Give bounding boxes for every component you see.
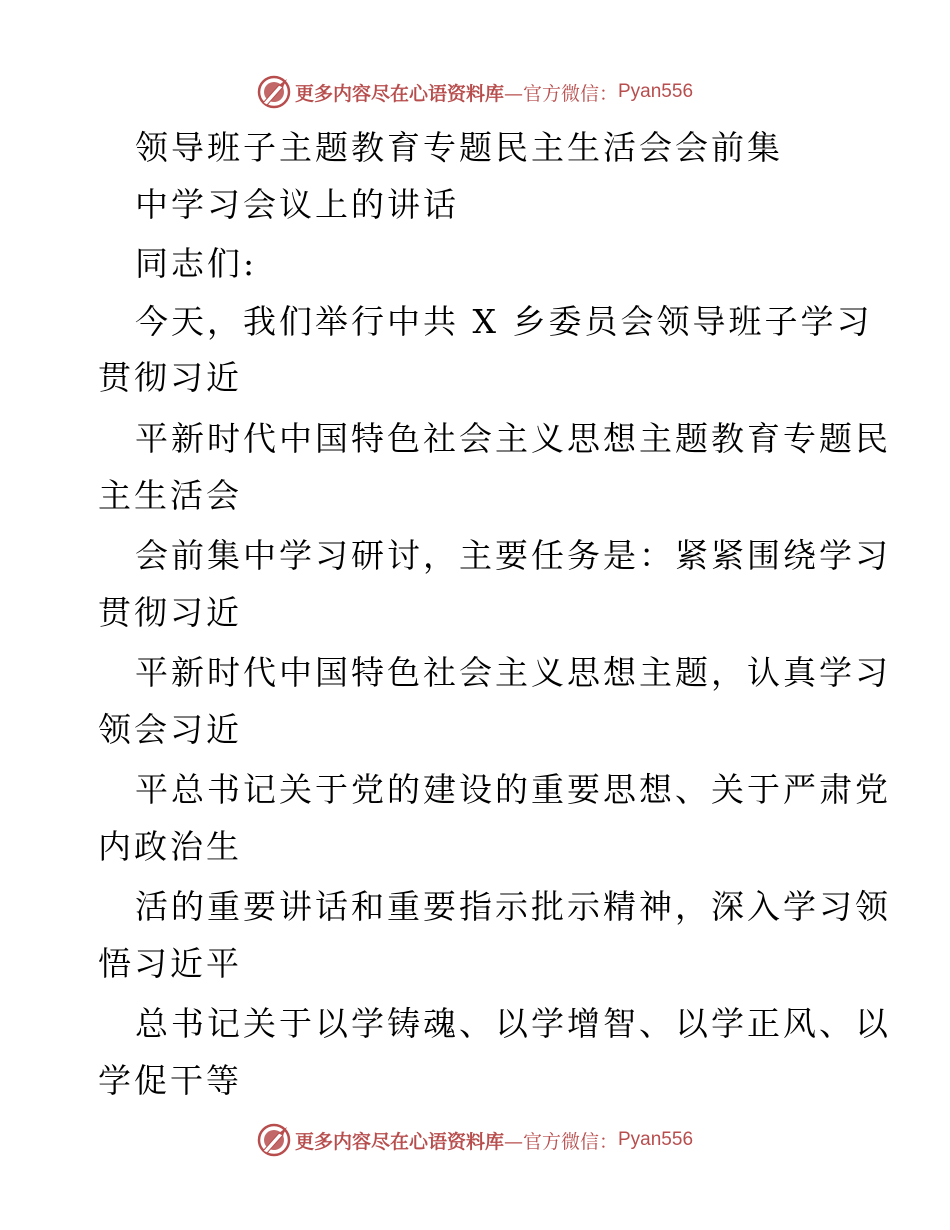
footer-banner-separator: —官方微信： — [503, 1130, 618, 1153]
footer-banner-wechat-id: Pyan556 — [618, 1129, 694, 1150]
paragraph-line: 贯彻习近 — [98, 358, 242, 397]
document-greeting: 同志们: — [135, 244, 258, 283]
paragraph-line: 总书记关于以学铸魂、以学增智、以学正风、以 — [135, 1004, 891, 1043]
footer-watermark-banner — [0, 1120, 950, 1160]
paragraph-line: 今天，我们举行中共 X 乡委员会领导班子学习 — [135, 302, 873, 341]
paragraph-line: 贯彻习近 — [98, 593, 242, 632]
paragraph-line: 学促干等 — [98, 1061, 242, 1100]
document-title-line-2: 中学习会议上的讲话 — [135, 185, 459, 224]
document-title-line-1: 领导班子主题教育专题民主生活会会前集 — [135, 128, 783, 167]
paragraph-line: 活的重要讲话和重要指示批示精神，深入学习领 — [135, 887, 891, 926]
header-watermark-banner — [0, 72, 950, 112]
paragraph-line: 会前集中学习研讨，主要任务是：紧紧围绕学习 — [135, 536, 891, 575]
quill-logo-icon — [257, 1123, 291, 1157]
paragraph-line: 领会习近 — [98, 710, 242, 749]
header-banner-wechat-id: Pyan556 — [618, 81, 694, 102]
paragraph-line: 平新时代中国特色社会主义思想主题，认真学习 — [135, 653, 891, 692]
header-banner-separator: —官方微信： — [503, 82, 618, 105]
paragraph-line: 平总书记关于党的建设的重要思想、关于严肃党 — [135, 770, 891, 809]
paragraph-line: 悟习近平 — [98, 944, 242, 983]
quill-logo-icon — [257, 75, 291, 109]
paragraph-line: 内政治生 — [98, 827, 242, 866]
header-banner-text: 更多内容尽在心语资料库 — [294, 82, 504, 105]
footer-banner-text: 更多内容尽在心语资料库 — [294, 1130, 504, 1153]
paragraph-line: 主生活会 — [98, 476, 242, 515]
paragraph-line: 平新时代中国特色社会主义思想主题教育专题民 — [135, 419, 891, 458]
